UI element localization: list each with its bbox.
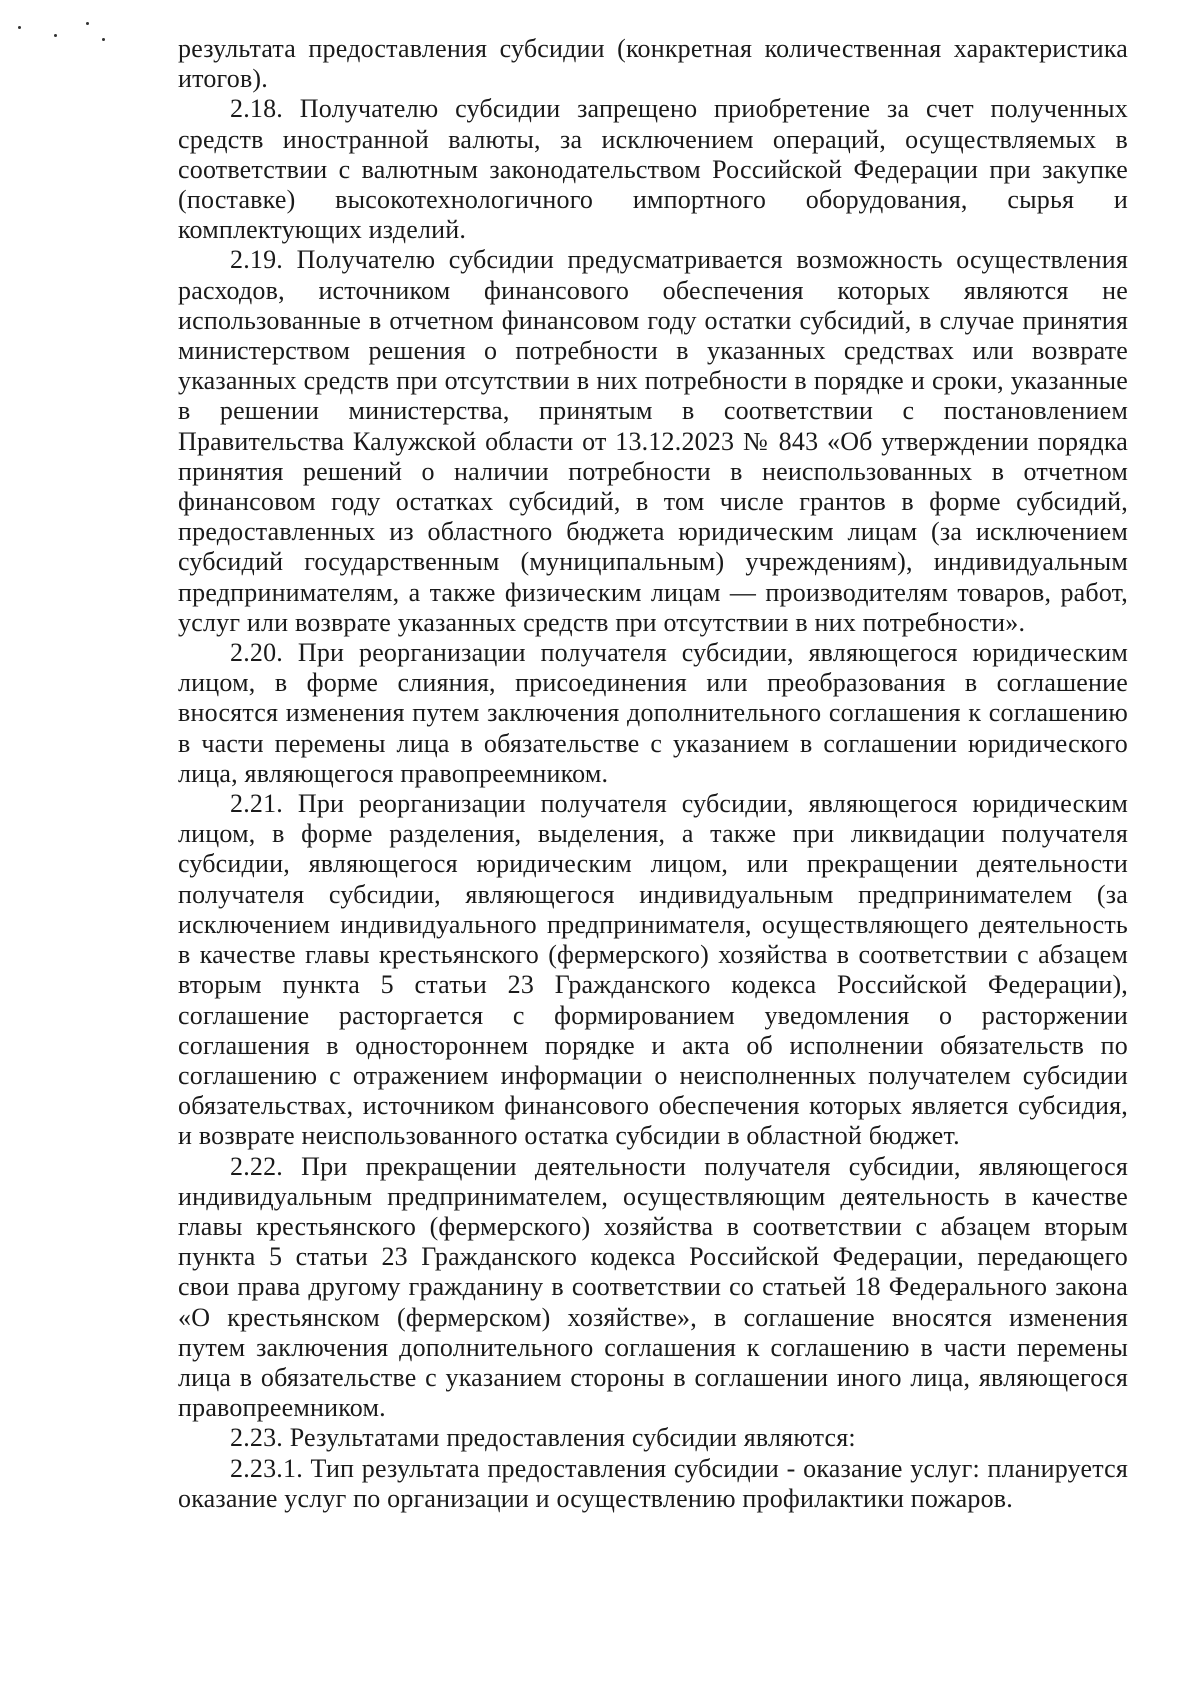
paragraph-2-23: 2.23. Результатами предоставления субсидии являются: — [230, 1423, 856, 1453]
scan-specks — [16, 22, 116, 46]
paragraph-2-20: 2.20. При реорганизации получателя субсидии, являющегося юридическим лицом, в форме слияния, присоединения или преобразования в соглашение вносятся изменения путем заключения дополнительного соглашения к соглашению в части перемены лица в обязательстве с указанием в соглашении юридического лица, являющегося правопреемником. — [178, 638, 1128, 788]
scan-speck — [18, 26, 21, 29]
paragraph-continuation: результата предоставления субсидии (конкретная количественная характеристика итогов). — [178, 34, 1128, 94]
scan-speck — [86, 22, 89, 25]
scan-speck — [54, 34, 57, 37]
paragraph-2-23-1: 2.23.1. Тип результата предоставления субсидии - оказание услуг: планируется оказание услуг по организации и осуществлению профилактики пожаров. — [178, 1453, 1128, 1513]
paragraph-2-19: 2.19. Получателю субсидии предусматривается возможность осуществления расходов, источником финансового обеспечения которых являются не использованные в отчетном финансовом году остатки субсидий, в случае принятия министерством решения о потребности в указанных средствах или возврате указанных средств при отсутствии в них потребности в порядке и сроки, указанные в решении министерства, принятым в соответствии с постановлением Правительства Калужской области от 13.12.2023 № 843 «Об утверждении порядка принятия решений о наличии потребности в неиспользованных в отчетном финансовом году остатках субсидий, в том числе грантов в форме субсидий, предоставленных из областного бюджета юридическим лицам (за исключением субсидий государственным (муниципальным) учреждениям), индивидуальным предпринимателям, а также физическим лицам — производителям товаров, работ, услуг или возврате указанных средств при отсутствии в них потребности». — [178, 245, 1128, 637]
paragraph-2-18: 2.18. Получателю субсидии запрещено приобретение за счет полученных средств иностранной валюты, за исключением операций, осуществляемых в соответствии с валютным законодательством Российской Федерации при закупке (поставке) высокотехнологичного импортного оборудования, сырья и комплектующих изделий. — [178, 94, 1128, 245]
document-body — [178, 34, 1128, 1514]
paragraph-2-21: 2.21. При реорганизации получателя субсидии, являющегося юридическим лицом, в форме разделения, выделения, а также при ликвидации получателя субсидии, являющегося юридическим лицом, или прекращении деятельности получателя субсидии, являющегося индивидуальным предпринимателем (за исключением индивидуального предпринимателя, осуществляющего деятельность в качестве главы крестьянского (фермерского) хозяйства в соответствии с абзацем вторым пункта 5 статьи 23 Гражданского кодекса Российской Федерации), соглашение расторгается с формированием уведомления о расторжении соглашения в одностороннем порядке и акта об исполнении обязательств по соглашению с отражением информации о неисполненных получателем субсидии обязательствах, источником финансового обеспечения которых является субсидия, и возврате неиспользованного остатка субсидии в областной бюджет. — [178, 789, 1128, 1151]
paragraph-2-22: 2.22. При прекращении деятельности получателя субсидии, являющегося индивидуальным предпринимателем, осуществляющим деятельность в качестве главы крестьянского (фермерского) хозяйства в соответствии с абзацем вторым пункта 5 статьи 23 Гражданского кодекса Российской Федерации, передающего свои права другому гражданину в соответствии со статьей 18 Федерального закона «О крестьянском (фермерском) хозяйстве», в соглашение вносятся изменения путем заключения дополнительного соглашения к соглашению в части перемены лица в обязательстве с указанием стороны в соглашении иного лица, являющегося правопреемником. — [178, 1151, 1128, 1423]
scan-speck — [102, 38, 105, 41]
